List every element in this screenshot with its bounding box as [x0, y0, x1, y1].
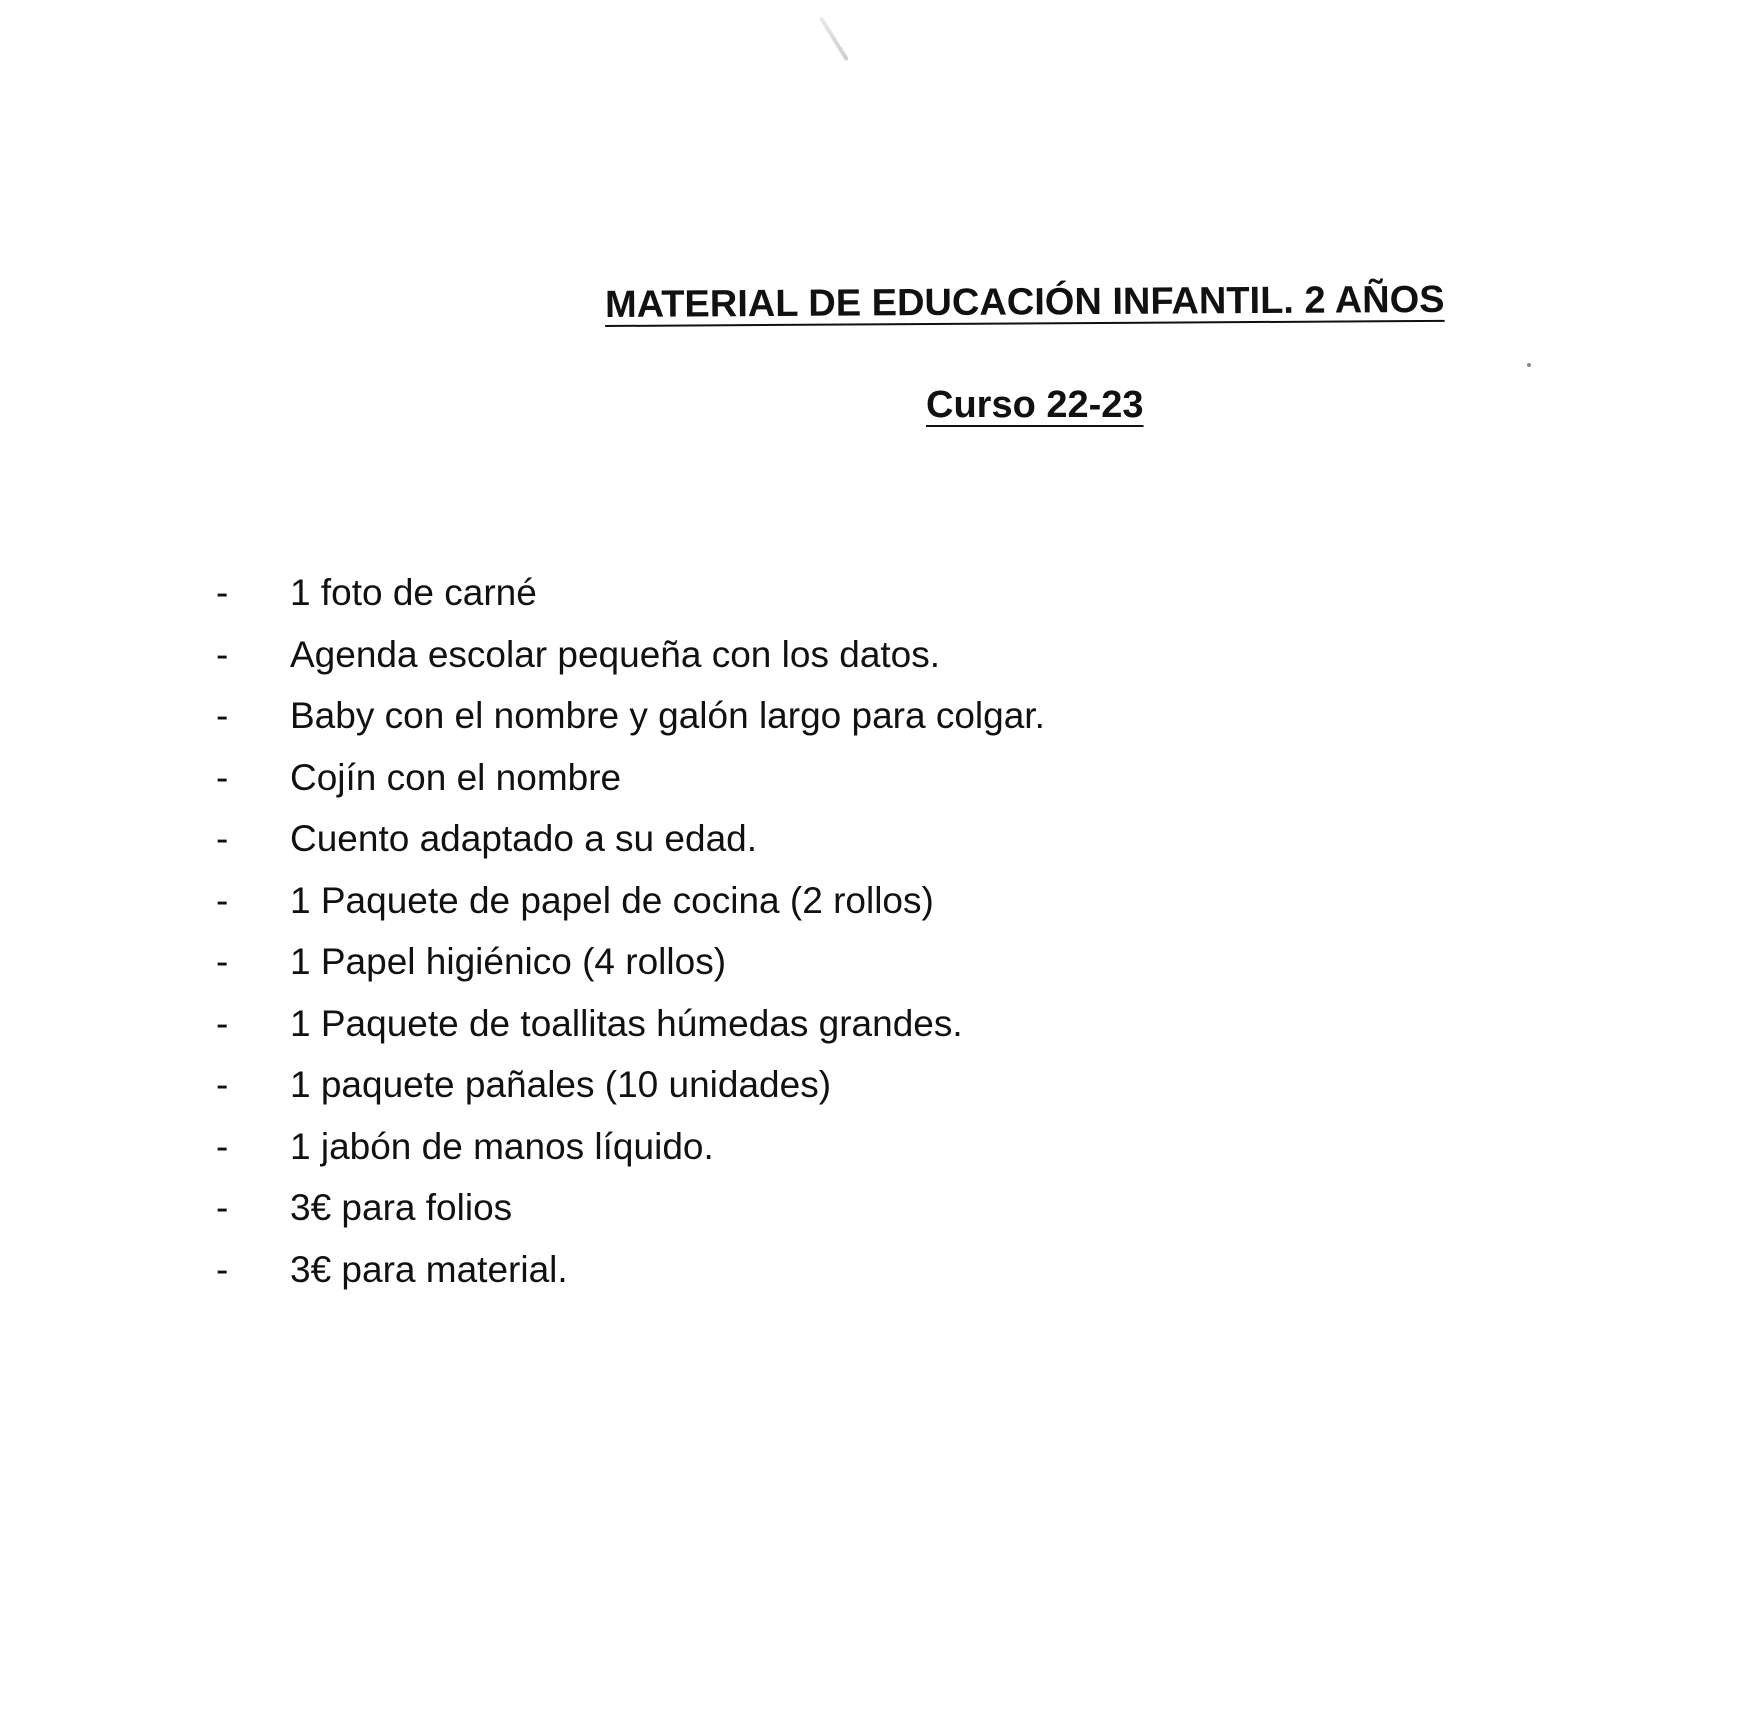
- bullet-dash: -: [216, 1187, 229, 1228]
- materials-list: [210, 565, 1045, 1303]
- bullet-dash: -: [216, 1002, 229, 1044]
- list-item-text: 1 foto de carné: [290, 572, 537, 613]
- list-item-text: Agenda escolar pequeña con los datos.: [290, 633, 941, 675]
- list-item: [210, 750, 1045, 812]
- list-item-text: 1 paquete pañales (10 unidades): [290, 1064, 832, 1105]
- list-item-text: 3€ para folios: [290, 1187, 513, 1228]
- scan-mark: [819, 17, 849, 62]
- list-item-text: 1 Paquete de toallitas húmedas grandes.: [290, 1002, 963, 1044]
- list-item: [210, 811, 1045, 873]
- list-item: [210, 1119, 1045, 1181]
- bullet-dash: -: [216, 1064, 229, 1105]
- page-title: MATERIAL DE EDUCACIÓN INFANTIL. 2 AÑOS: [604, 278, 1445, 326]
- list-item: [210, 688, 1045, 750]
- list-item: [210, 565, 1045, 627]
- list-item: [210, 996, 1045, 1058]
- bullet-dash: -: [216, 941, 229, 982]
- bullet-dash: -: [216, 633, 229, 675]
- bullet-dash: -: [216, 818, 229, 859]
- list-item-text: 1 jabón de manos líquido.: [290, 1125, 714, 1167]
- page-subtitle: Curso 22-23: [926, 384, 1144, 426]
- list-item: [210, 873, 1045, 935]
- bullet-dash: -: [216, 879, 229, 921]
- list-item-text: 1 Papel higiénico (4 rollos): [290, 941, 727, 982]
- list-item-text: Cuento adaptado a su edad.: [290, 818, 757, 859]
- list-item-text: Cojín con el nombre: [290, 756, 622, 798]
- scan-dot: [1527, 363, 1531, 367]
- list-item: [210, 1180, 1045, 1242]
- list-item-text: Baby con el nombre y galón largo para colgar.: [290, 695, 1045, 736]
- bullet-dash: -: [216, 572, 229, 613]
- bullet-dash: -: [216, 756, 229, 798]
- list-item: [210, 934, 1045, 996]
- list-item: [210, 1242, 1045, 1304]
- bullet-dash: -: [216, 1248, 229, 1290]
- list-item-text: 1 Paquete de papel de cocina (2 rollos): [290, 879, 934, 921]
- bullet-dash: -: [216, 695, 229, 736]
- bullet-dash: -: [216, 1125, 229, 1167]
- list-item: [210, 627, 1045, 689]
- list-item: [210, 1057, 1045, 1119]
- list-item-text: 3€ para material.: [290, 1248, 568, 1290]
